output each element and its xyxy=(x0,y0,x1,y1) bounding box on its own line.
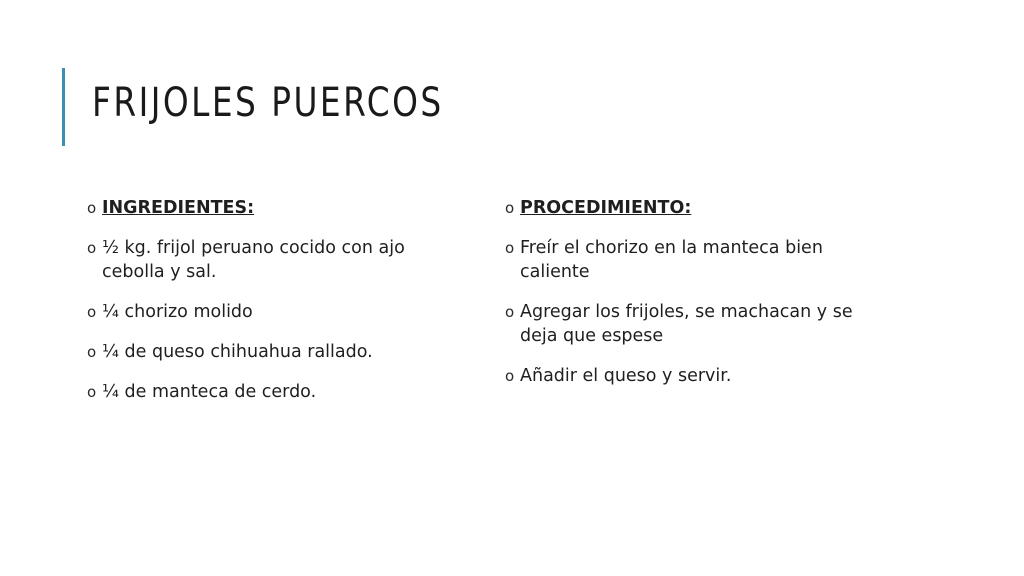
ingredients-heading: INGREDIENTES: xyxy=(102,198,255,218)
bullet-icon: o xyxy=(505,239,515,257)
bullet-icon: o xyxy=(505,199,515,217)
bullet-icon: o xyxy=(505,303,515,321)
list-item xyxy=(87,300,467,324)
bullet-icon: o xyxy=(87,303,97,321)
procedure-step-text: Freír el chorizo en la manteca bien caliente xyxy=(520,238,823,282)
ingredients-column xyxy=(87,196,467,420)
procedure-heading-item xyxy=(505,196,885,220)
ingredient-text: ½ kg. frijol peruano cocido con ajo cebolla y sal. xyxy=(102,238,405,282)
procedure-step-text: Agregar los frijoles, se machacan y se deja que espese xyxy=(520,302,853,346)
ingredient-text: ¼ de queso chihuahua rallado. xyxy=(102,342,373,362)
procedure-heading: PROCEDIMIENTO: xyxy=(520,198,692,218)
bullet-icon: o xyxy=(87,199,97,217)
list-item xyxy=(87,236,467,284)
list-item xyxy=(87,380,467,404)
list-item xyxy=(87,340,467,364)
bullet-icon: o xyxy=(87,383,97,401)
bullet-icon: o xyxy=(87,343,97,361)
procedure-step-text: Añadir el queso y servir. xyxy=(520,366,732,386)
list-item xyxy=(505,300,885,348)
title-accent-bar xyxy=(62,68,65,146)
list-item xyxy=(505,236,885,284)
ingredients-heading-item xyxy=(87,196,467,220)
ingredient-text: ¼ de manteca de cerdo. xyxy=(102,382,317,402)
slide-title: FRIJOLES PUERCOS xyxy=(92,80,444,126)
list-item xyxy=(505,364,885,388)
bullet-icon: o xyxy=(505,367,515,385)
ingredient-text: ¼ chorizo molido xyxy=(102,302,253,322)
procedure-column xyxy=(505,196,885,404)
bullet-icon: o xyxy=(87,239,97,257)
